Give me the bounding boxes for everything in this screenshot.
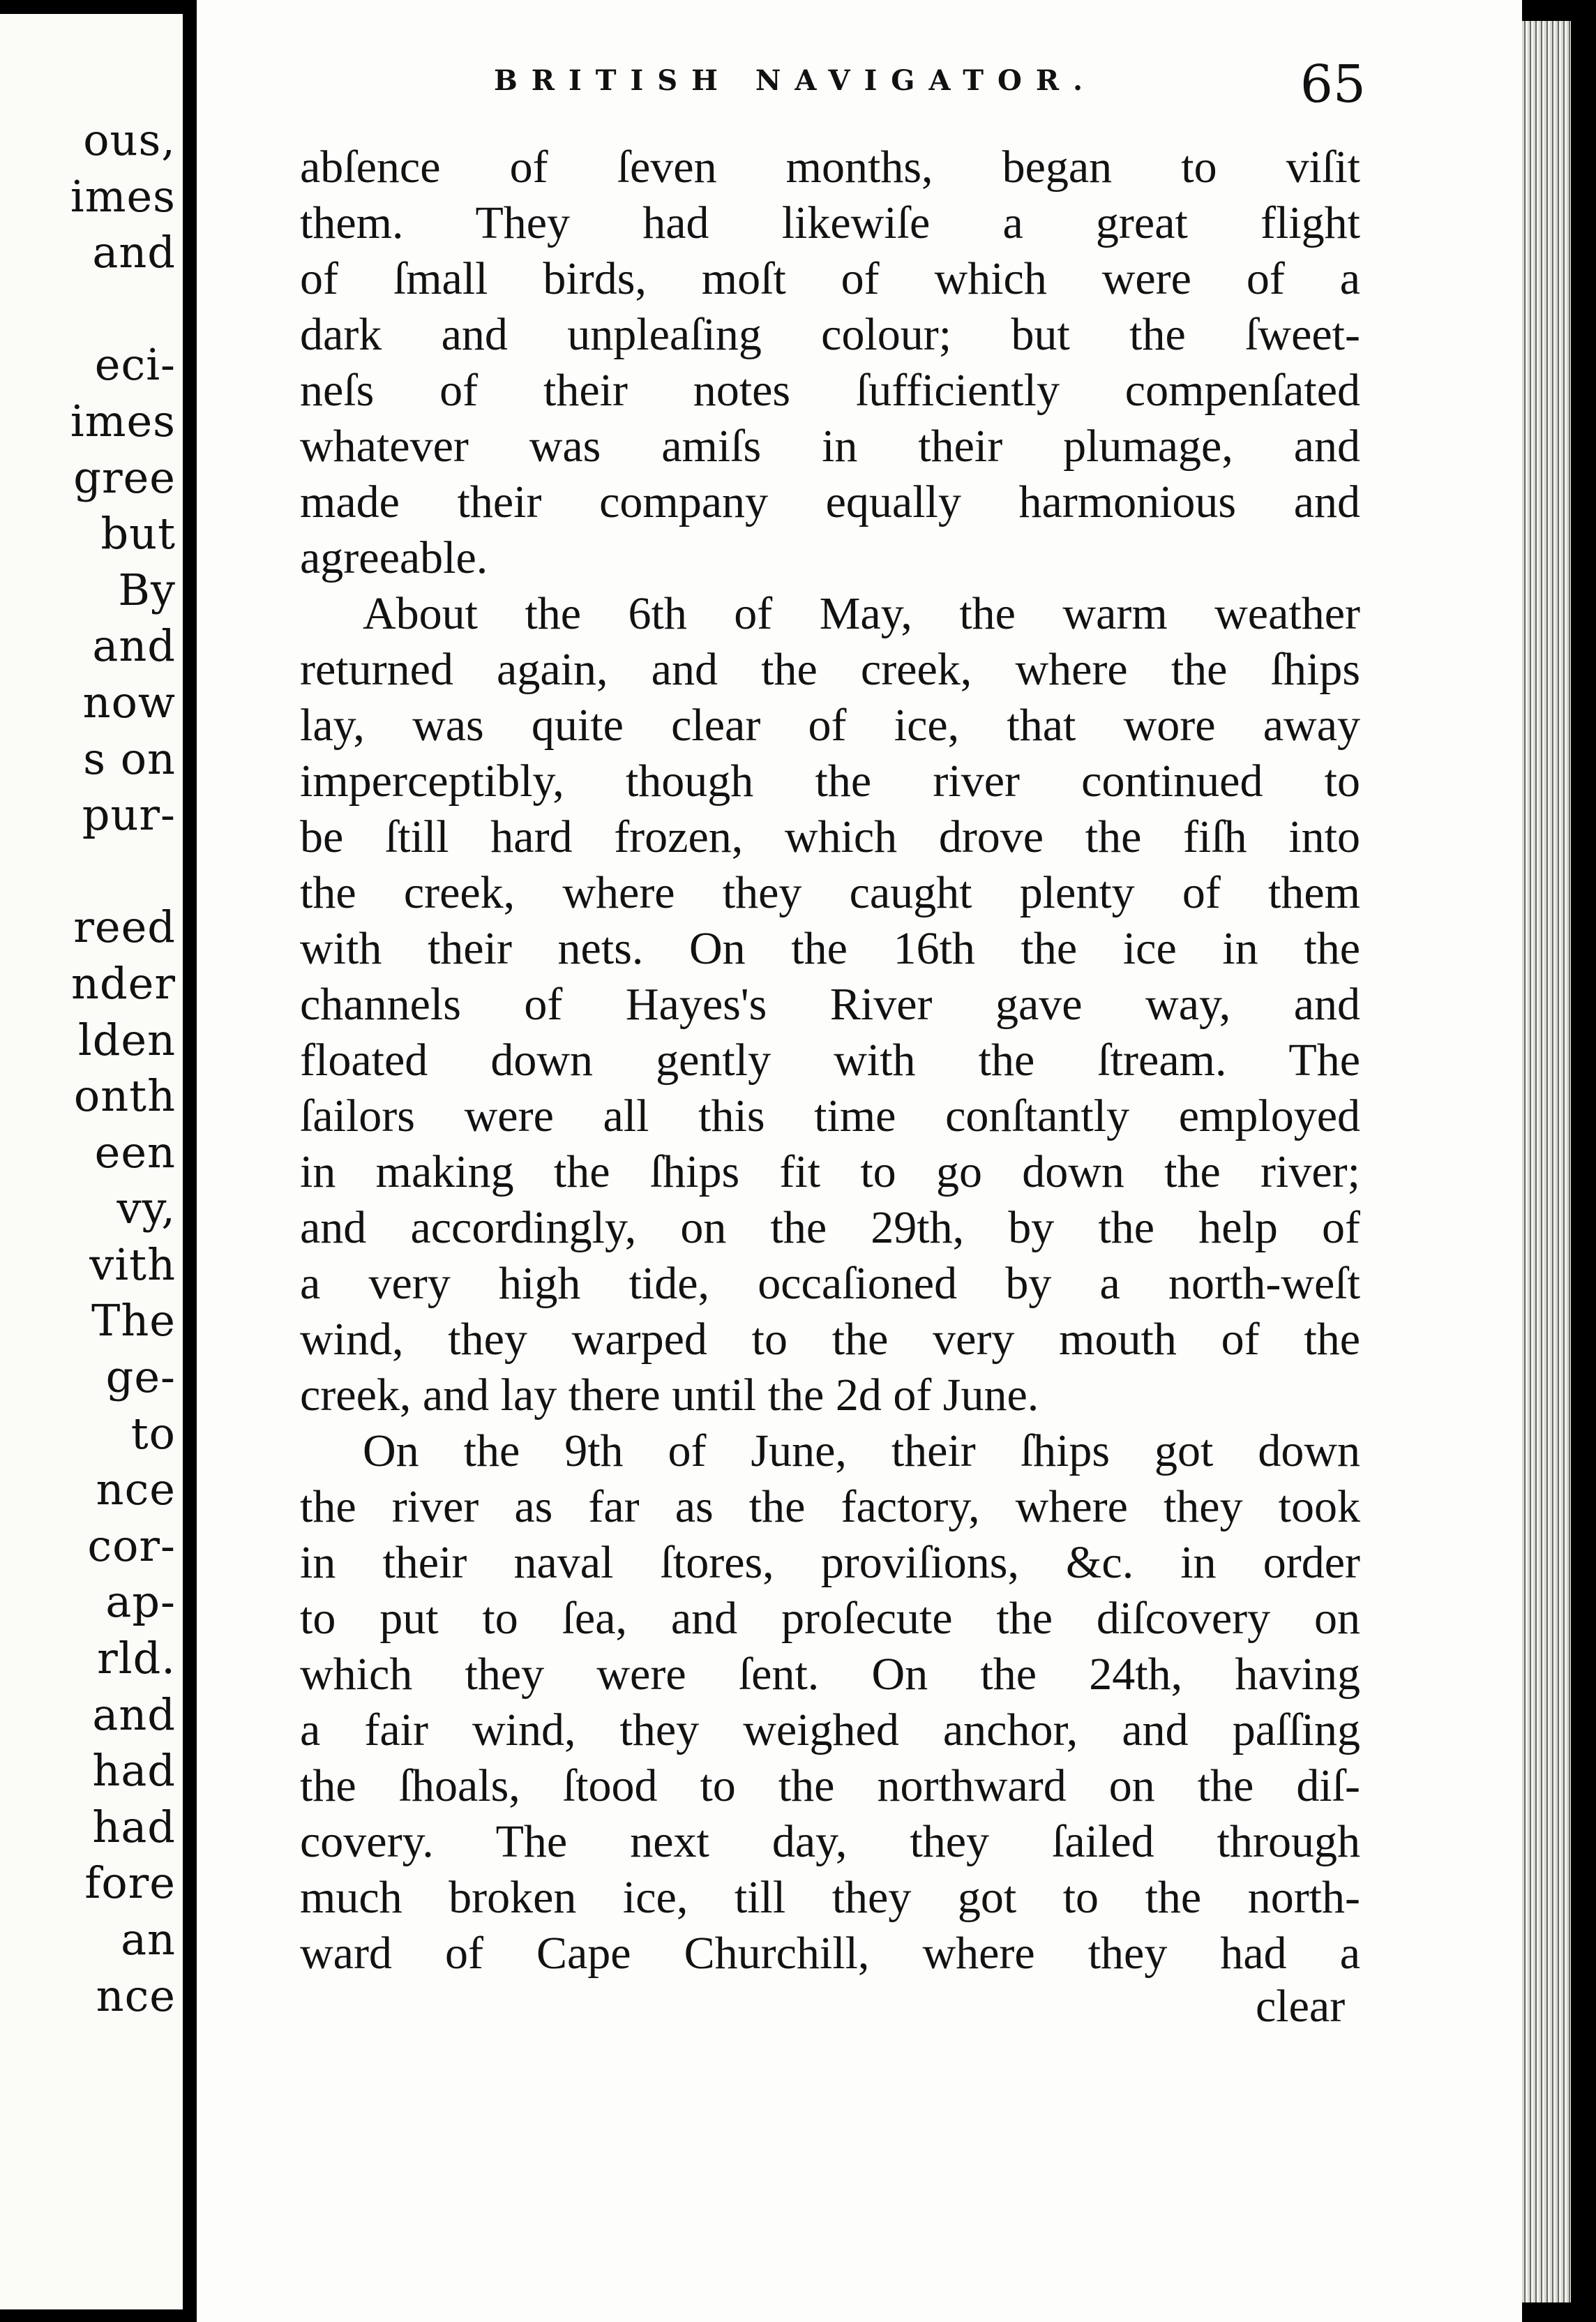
text-line: ſailors were all this time conſtantly employed: [300, 1091, 1360, 1141]
left-page-line: and: [92, 227, 176, 278]
text-line: returned again, and the creek, where the ſhips: [300, 644, 1360, 695]
left-page-line: but: [100, 508, 176, 560]
left-page-line: imes: [70, 170, 176, 222]
left-page-line: ap-: [105, 1576, 176, 1628]
left-page-line: nce: [96, 1970, 176, 2021]
page-number: 65: [1300, 54, 1366, 114]
left-page-line: ous,: [83, 114, 176, 165]
left-page-line: and: [92, 1688, 176, 1740]
left-page-line: had: [92, 1801, 176, 1852]
text-line: a fair wind, they weighed anchor, and paſſing: [300, 1705, 1360, 1755]
text-line: a very high tide, occaſioned by a north-weſt: [300, 1258, 1360, 1309]
text-line: wind, they warped to the very mouth of the: [300, 1314, 1360, 1365]
text-line: the ſhoals, ſtood to the northward on the diſ-: [300, 1760, 1360, 1811]
text-line: and accordingly, on the 29th, by the help of: [300, 1202, 1360, 1253]
left-page-line: ge-: [105, 1351, 176, 1403]
text-line: in their naval ſtores, proviſions, &c. in order: [300, 1537, 1360, 1588]
text-line: them. They had likewiſe a great flight: [300, 197, 1360, 248]
text-line: dark and unpleaſing colour; but the ſweet-: [300, 309, 1360, 360]
page-edges: [1522, 21, 1571, 2302]
left-page-line: onth: [73, 1070, 176, 1122]
left-page-line: nce: [96, 1464, 176, 1515]
left-page-line: vy,: [116, 1183, 176, 1234]
left-page-line: s on: [83, 733, 176, 784]
text-line: the river as far as the factory, where they took: [300, 1481, 1360, 1532]
text-line: creek, and lay there until the 2d of June.: [300, 1370, 1039, 1421]
text-line: to put to ſea, and proſecute the diſcovery on: [300, 1593, 1360, 1644]
left-page-line: an: [121, 1914, 176, 1965]
left-page-line: The: [91, 1295, 176, 1347]
text-line: be ſtill hard frozen, which drove the fiſh into: [300, 811, 1360, 862]
left-page-line: reed: [73, 901, 176, 953]
left-page-line: nder: [71, 957, 176, 1009]
text-line: made their company equally harmonious and: [300, 477, 1360, 527]
left-page-line: By: [118, 564, 176, 615]
left-page-line: een: [94, 1126, 176, 1178]
text-line: in making the ſhips fit to go down the river;: [300, 1146, 1360, 1197]
text-line: imperceptibly, though the river continued to: [300, 756, 1360, 807]
left-page-line: rld.: [97, 1633, 176, 1684]
text-line: channels of Hayes's River gave way, and: [300, 979, 1360, 1030]
left-page-line: to: [130, 1407, 176, 1459]
left-page-line: lden: [77, 1014, 176, 1065]
text-line: ward of Cape Churchill, where they had a: [300, 1928, 1360, 1979]
left-page-line: vith: [89, 1238, 176, 1290]
text-line: whatever was amiſs in their plumage, and: [300, 421, 1360, 472]
running-head: [292, 54, 1366, 114]
text-line: abſence of ſeven months, began to viſit: [300, 142, 1360, 193]
left-page-line: imes: [70, 395, 176, 447]
left-page-line: gree: [73, 451, 176, 503]
left-page-line: and: [92, 620, 176, 672]
left-page-line: had: [92, 1745, 176, 1797]
text-line: About the 6th of May, the warm weather: [363, 588, 1360, 639]
left-page-line: pur-: [82, 789, 176, 841]
text-line: lay, was quite clear of ice, that wore away: [300, 700, 1360, 751]
text-line: the creek, where they caught plenty of them: [300, 867, 1360, 918]
book-gutter: [183, 0, 197, 2322]
text-line: much broken ice, till they got to the north-: [300, 1872, 1360, 1923]
running-title: BRITISH NAVIGATOR.: [494, 64, 1097, 97]
left-page-line: cor-: [87, 1520, 176, 1571]
left-page-line: eci-: [94, 339, 176, 391]
left-page-line: now: [82, 676, 176, 728]
left-page-line: fore: [84, 1857, 176, 1909]
text-line: covery. The next day, they ſailed through: [300, 1816, 1360, 1867]
text-line: neſs of their notes ſufficiently compenſated: [300, 365, 1360, 416]
catchword: clear: [1256, 1981, 1346, 2032]
text-line: of ſmall birds, moſt of which were of a: [300, 253, 1360, 304]
text-line: with their nets. On the 16th the ice in the: [300, 923, 1360, 974]
text-line: floated down gently with the ſtream. The: [300, 1035, 1360, 1086]
text-line: agreeable.: [300, 532, 488, 583]
text-line: On the 9th of June, their ſhips got down: [363, 1425, 1360, 1476]
text-line: which they were ſent. On the 24th, having: [300, 1649, 1360, 1700]
left-page-fragment: [0, 14, 183, 2309]
